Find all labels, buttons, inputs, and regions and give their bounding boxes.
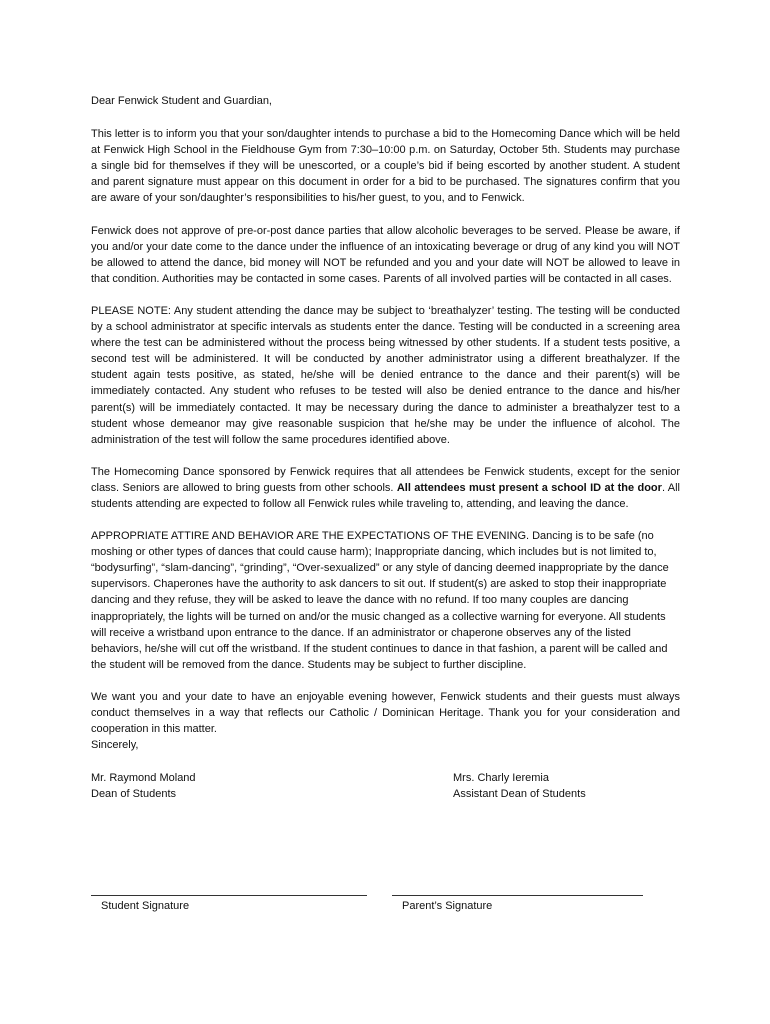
letter-body [91,93,680,804]
signature-block [91,895,651,925]
paragraph-breathalyzer: PLEASE NOTE: Any student attending the dance may be subject to ‘breathalyzer’ testing. The testing will be conducted by a school administrator at specific intervals as students enter the dance. Testing will be conducted in a screening area where the test can be administered without the process being witnessed by other students. If a student tests positive, a second test will be administered. It will be conducted by another administrator using a different breathalyzer. If the student again tests positive, as stated, he/she will be denied entrance to the dance and their parent(s) will be immediately contacted. Any student who refuses to be tested will also be denied entrance to the dance and his/her parent(s) will be immediately contacted. It may be necessary during the dance to administer a breathalyzer test to a student whose demeanor may give reasonable suspicion that he/she may be under the influence of alcohol. The administration of the test will follow the same procedures identified above. [91,304,680,446]
attendees-text-end: . All students attending are expected to follow all Fenwick rules while traveling to, attending, and leaving the dance. [91,481,680,510]
paragraph-closing-remarks: We want you and your date to have an enjoyable evening however, Fenwick students and their guests must always conduct themselves in a way that reflects our Catholic / Dominican Heritage. Thank you for your consideration and cooperation in this matter. [91,690,680,736]
greeting: Dear Fenwick Student and Guardian, [91,95,272,107]
attendees-text: The Homecoming Dance sponsored by Fenwick requires that all attendees be Fenwick students, except for the senior class. Seniors are allowed to bring guests from other schools. [91,465,680,494]
student-signature-line[interactable] [91,895,367,896]
assistant-dean-title: Assistant Dean of Students [453,788,586,801]
parent-signature-line[interactable] [392,895,643,896]
sign-off: Sincerely, [91,739,139,752]
paragraph-attendees [91,464,680,512]
paragraph-alcohol-policy: Fenwick does not approve of pre-or-post dance parties that allow alcoholic beverages to be served. Please be aware, if you and/or your date come to the dance under the influence of an intoxicating beverage or drug of any kind you will NOT be allowed to attend the dance, bid money will NOT be refunded and you and your date will NOT be allowed to leave in that condition. Authorities may be contacted in some cases. Parents of all involved parties will be contacted in all cases. [91,224,680,285]
signers-block [91,770,680,804]
parent-signature-label: Parent’s Signature [402,900,493,912]
paragraph-bid-info: This letter is to inform you that your son/daughter intends to purchase a bid to the Homecoming Dance which will be held at Fenwick High School in the Fieldhouse Gym from 7:30–10:00 p.m. on Saturday, October 5th. Students may purchase a single bid for themselves if they will be unescorted, or a couple’s bid if being escorted by another student. A student and parent signature must appear on this document in order for a bid to be purchased. The signatures confirm that you are aware of your son/daughter’s responsibilities to his/her guest, to you, and to Fenwick. [91,128,680,205]
dean-signer [91,770,196,802]
school-id-requirement: All attendees must present a school ID at the door [396,481,662,494]
assistant-dean-name: Mrs. Charly Ieremia [453,772,549,785]
student-signature-label: Student Signature [101,900,190,912]
dean-name: Mr. Raymond Moland [91,772,196,785]
assistant-dean-signer [453,770,586,802]
paragraph-attire-behavior: APPROPRIATE ATTIRE AND BEHAVIOR ARE THE EXPECTATIONS OF THE EVENING. Dancing is to be safe (no moshing or other types of dances that could cause harm); Inappropriate dancing, which includes but is not limited to, “bodysurfing”, “slam-dancing”, “grinding”, “Over-sexualized” or any style of dancing deemed inappropriate by the dance supervisors. Chaperones have the authority to ask dancers to sit out. If student(s) are asked to stop their inappropriate dancing and they refuse, they will be asked to leave the dance with no refund. If too many couples are dancing inappropriately, the lights will be turned on and/or the music changed as a collective warning for everyone. All students will receive a wristband upon entrance to the dance. If an administrator or chaperone observes any of the listed behaviors, he/she will cut off the wristband. If the student continues to dance in that fashion, a parent will be called and the student will be removed from the dance. Students may be subject to further discipline. [91,530,669,671]
dean-title: Dean of Students [91,788,177,801]
